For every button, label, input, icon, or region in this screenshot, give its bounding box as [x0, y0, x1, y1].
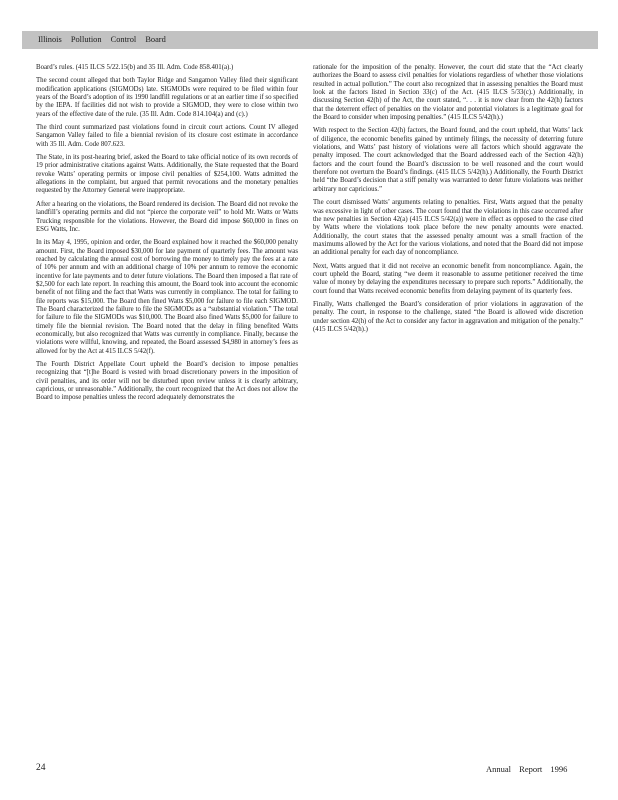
paragraph: With respect to the Section 42(h) factors, the Board found, and the court upheld, that Watts’ lack of diligence, the economic benefits gained by untimely filings, the necessity of deterring future violations, and Watts’ past history of violations were all factors which should aggravate the penalty imposed. The court acknowledged that the Board addressed each of the Section 42(h) factors and the court found the Board’s discussion to be well reasoned and the court would therefore not overturn the Board’s findings. (415 ILCS 5/42(h).) Additionally, the Fourth District held “the Board’s decision that a stiff penalty was warranted to deter future violations was neither arbitrary nor capricious.”: [313, 127, 583, 193]
paragraph: The third count summarized past violations found in circuit court actions. Count IV alleged Sangamon Valley failed to file a biennial revision of its closure cost estimate in accordance with 35 Ill. Adm. Code 807.623.: [36, 124, 298, 148]
paragraph: Board’s rules. (415 ILCS 5/22.15(b) and 35 Ill. Adm. Code 858.401(a).): [36, 64, 234, 71]
paragraph: After a hearing on the violations, the Board rendered its decision. The Board did not revoke the landfill’s operating permits and did not “pierce the corporate veil” to hold Mr. Watts or Watts Trucking responsible for the violations. However, the Board did impose $60,000 in fines on ESG Watts, Inc.: [36, 200, 298, 233]
paragraph: Finally, Watts challenged the Board’s consideration of prior violations in aggravation of the penalty. The court, in response to the challenge, stated “the Board is allowed wide discretion under section 42(h) of the Act to consider any factor in aggravation and mitigation of the penalty.” (415 ILCS 5/42(h).): [313, 300, 583, 333]
paragraph: The Fourth District Appellate Court upheld the Board’s decision to impose penalties recognizing that “[t]he Board is vested with broad discretionary powers in the imposition of civil penalties, and its order will not be disturbed upon review unless it is clearly arbitrary, capricious, or unreasonable.” Additionally, the court recognized that the Act does not allow the Board to impose penalties unless the record adequately demonstrates the: [36, 361, 298, 402]
publication-title: Annual Report 1996: [486, 764, 568, 774]
right-column: [313, 64, 583, 339]
paragraph: The second count alleged that both Taylor Ridge and Sangamon Valley filed their significant modification applications (SIGMODs) late. SIGMODs were required to be filed within four years of the Board’s adoption of its 1990 landfill regulations or at an earlier time if so specified by the IEPA. If facilities did not wish to provide a SIGMOD, they were to close within two years of the effective date of the rule. (35 Ill. Adm. Code 814.104(a) and (c).): [36, 77, 298, 118]
paragraph: Next, Watts argued that it did not receive an economic benefit from noncompliance. Again, the court upheld the Board, stating “we deem it reasonable to assume petitioner received the time value of money by delaying the expenditures necessary to prepare such reports.” Additionally, the court found that Watts received economic benefits from delaying payment of its quarterly fees.: [313, 262, 583, 295]
running-header: [22, 31, 598, 49]
header-title: Illinois Pollution Control Board: [38, 35, 166, 44]
paragraph: The court dismissed Watts’ arguments relating to penalties. First, Watts argued that the penalty was excessive in light of other cases. The court found that the violations in this case occurred after the new penalties in Section 42(a) (415 ILCS 5/42(a)) were in effect as opposed to the case cited by Watts where the violations took place before the new penalty amounts were enacted. Additionally, the court states that the assessed penalty amount was a small fraction of the maximums allowed by the Act for the various violations, and noted that the Board did not impose an additional penalty for each day of noncompliance.: [313, 199, 583, 257]
paragraph: The State, in its post-hearing brief, asked the Board to take official notice of its own records of 19 prior administrative citations against Watts. Additionally, the State requested that the Board revoke Watts’ operating permits or impose civil penalties of $254,100. Watts admitted the allegations in the complaint, but argued that permit revocations and the monetary penalties requested by the Attorney General were inappropriate.: [36, 154, 298, 195]
left-column: [36, 64, 298, 408]
page-number: 24: [36, 763, 46, 773]
paragraph: rationale for the imposition of the penalty. However, the court did state that the “Act clearly authorizes the Board to assess civil penalties for violations regardless of whether those violations resulted in actual pollution.” The court also recognized that in assessing penalties the Board must look at the factors listed in Section 33(c) of the Act. (415 ILCS 5/33(c).) Additionally, in discussing Section 42(h) of the Act, the court stated, “. . . it is now clear from the 42(h) factors that the deterrent effect of penalties on the violator and potential violators is a legitimate goal for the Board to consider when imposing penalties.” (415 ILCS 5/42(h).): [313, 64, 583, 122]
paragraph: In its May 4, 1995, opinion and order, the Board explained how it reached the $60,000 penalty amount. First, the Board imposed $30,000 for late payment of quarterly fees. The amount was reached by calculating the annual cost of borrowing the money to timely pay the fees at a rate of 10% per annum and with an additional charge of 10% per annum to remove the economic incentive for late payments and to deter future violations. The Board then imposed a flat rate of $2,500 for each late report. In reaching this amount, the Board took into account the economic benefit of not filing and the fact that Watts was currently in compliance. The total for failing to file reports was $15,000. The Board then fined Watts $5,000 for failure to file each SIGMOD. The Board characterized the failure to file the SIGMODs as a “substantial violation.” The total for failure to file the SIGMODs was $10,000. The Board also fined Watts $5,000 for failure to timely file the biennial revision. The Board noted that the delay in filing benefited Watts economically, but also recognized that Watts was currently in compliance. Finally, because the violations were willful, knowing, and repeated, the Board assessed $4,980 in attorney’s fees as allowed for by the Act at 415 ILCS 5/42(f).: [36, 239, 298, 355]
